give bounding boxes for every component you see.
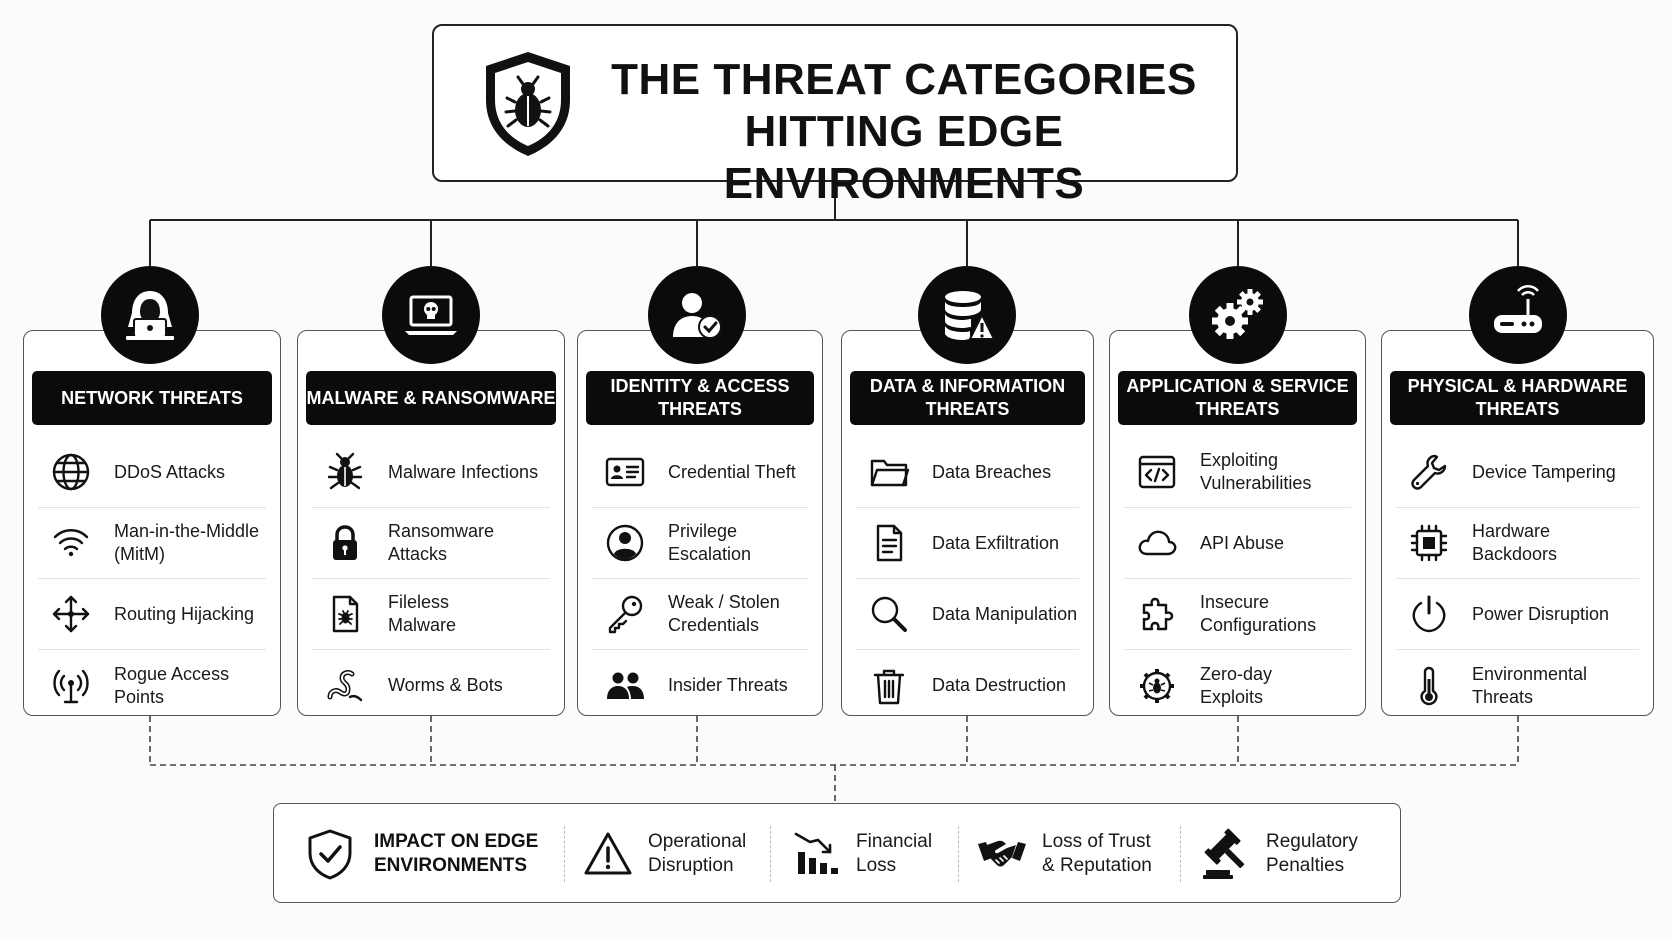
category-header-line: PHYSICAL & HARDWARE bbox=[1407, 376, 1628, 396]
threat-item bbox=[856, 650, 1079, 721]
threat-label-line: Routing Hijacking bbox=[114, 603, 255, 624]
title-line-2: HITTING EDGE ENVIRONMENTS bbox=[723, 107, 1085, 208]
threat-item bbox=[1396, 650, 1639, 721]
threat-item bbox=[312, 650, 550, 721]
gears-icon bbox=[1189, 266, 1287, 364]
warning-icon bbox=[582, 828, 634, 880]
threat-item bbox=[312, 579, 550, 650]
impact-label-line: Loss bbox=[856, 855, 897, 876]
impact-title-group bbox=[304, 804, 538, 904]
users-icon bbox=[604, 665, 646, 707]
threat-label bbox=[668, 591, 780, 637]
category-header bbox=[586, 371, 814, 425]
threat-item bbox=[38, 508, 266, 579]
threat-label-line: Insecure bbox=[1200, 592, 1270, 612]
threat-label-line: Insider Threats bbox=[668, 675, 788, 695]
gear-bug-icon bbox=[1136, 665, 1178, 707]
impact-separator bbox=[564, 826, 565, 882]
user-circle-icon bbox=[604, 522, 646, 564]
threat-item bbox=[312, 508, 550, 579]
impact-box bbox=[273, 803, 1401, 903]
category-header-line: THREATS bbox=[658, 399, 742, 419]
threat-label-line: (MitM) bbox=[114, 544, 165, 564]
threat-label-line: Exploits bbox=[1200, 686, 1264, 707]
threat-label bbox=[388, 674, 503, 697]
globe-icon bbox=[50, 451, 92, 493]
category-header-line: APPLICATION & SERVICE bbox=[1126, 376, 1349, 396]
threat-label bbox=[932, 603, 1077, 626]
threat-label bbox=[668, 520, 751, 566]
threat-label-line: Threats bbox=[1472, 686, 1534, 707]
impact-separator bbox=[1180, 826, 1181, 882]
threat-label-line: Data Destruction bbox=[932, 675, 1067, 695]
bug-icon bbox=[324, 451, 366, 493]
threat-label-line: Worms & Bots bbox=[388, 675, 503, 695]
code-window-icon bbox=[1136, 451, 1178, 493]
laptop-skull-icon bbox=[382, 266, 480, 364]
threat-label-line: Data Breaches bbox=[932, 461, 1052, 482]
category-header-line: IDENTITY & ACCESS bbox=[610, 376, 790, 396]
title-box bbox=[432, 24, 1238, 208]
category-header bbox=[1390, 371, 1645, 425]
threat-label bbox=[668, 461, 796, 484]
threat-label bbox=[1200, 449, 1311, 495]
impact-title-line: IMPACT ON EDGE bbox=[374, 831, 539, 852]
threat-item bbox=[592, 508, 808, 579]
thermometer-icon bbox=[1408, 665, 1450, 707]
category-card bbox=[297, 330, 565, 716]
category-header-line: THREATS bbox=[1475, 399, 1560, 419]
threat-item bbox=[1124, 508, 1351, 579]
threat-label bbox=[932, 674, 1066, 697]
category-header-line: MALWARE & RANSOMWARE bbox=[306, 387, 556, 408]
impact-label-line: Regulatory bbox=[1266, 831, 1358, 852]
impact-item bbox=[1200, 804, 1358, 904]
threat-item bbox=[1396, 508, 1639, 579]
impact-label-line: & Reputation bbox=[1042, 855, 1152, 876]
threat-label-line: Malware Infections bbox=[388, 461, 539, 482]
key-icon bbox=[604, 593, 646, 635]
trash-icon bbox=[868, 665, 910, 707]
category-header-line: NETWORK THREATS bbox=[61, 387, 243, 408]
impact-label bbox=[856, 830, 932, 878]
category-card bbox=[1109, 330, 1366, 716]
threat-label-line: Privilege bbox=[668, 521, 738, 541]
threat-label-line: Ransomware bbox=[388, 521, 495, 541]
threat-item bbox=[1396, 579, 1639, 650]
impact-label bbox=[1266, 830, 1358, 878]
threat-label-line: Attacks bbox=[388, 544, 448, 564]
threat-label-line: API Abuse bbox=[1200, 532, 1285, 553]
category-card bbox=[841, 330, 1094, 716]
database-warning-icon bbox=[918, 266, 1016, 364]
move-arrows-icon bbox=[50, 593, 92, 635]
cloud-icon bbox=[1136, 522, 1178, 564]
threat-label bbox=[1472, 520, 1557, 566]
impact-title-line: ENVIRONMENTS bbox=[374, 855, 528, 876]
threat-label-line: Malware bbox=[388, 615, 457, 635]
wifi-icon bbox=[50, 522, 92, 564]
puzzle-icon bbox=[1136, 593, 1178, 635]
gavel-icon bbox=[1200, 828, 1252, 880]
document-icon bbox=[868, 522, 910, 564]
threat-label-line: Data Manipulation bbox=[932, 603, 1078, 624]
threat-label bbox=[1200, 663, 1272, 709]
wrench-icon bbox=[1408, 451, 1450, 493]
category-header bbox=[32, 371, 272, 425]
category-card bbox=[1381, 330, 1654, 716]
category-header bbox=[850, 371, 1085, 425]
threat-label bbox=[668, 674, 788, 697]
router-icon bbox=[1469, 266, 1567, 364]
threat-label bbox=[932, 461, 1051, 484]
impact-item bbox=[582, 804, 746, 904]
threat-list bbox=[38, 437, 266, 721]
shield-bug-icon bbox=[480, 48, 576, 160]
impact-label-line: Financial bbox=[856, 831, 933, 852]
title-line-1: THE THREAT CATEGORIES bbox=[611, 55, 1197, 104]
category-header bbox=[306, 371, 556, 425]
impact-label bbox=[1042, 830, 1152, 878]
id-card-icon bbox=[604, 451, 646, 493]
worm-icon bbox=[324, 665, 366, 707]
threat-label bbox=[114, 603, 254, 626]
threat-label-line: Hardware bbox=[1472, 521, 1551, 541]
threat-label-line: Power Disruption bbox=[1472, 603, 1610, 624]
threat-list bbox=[856, 437, 1079, 721]
threat-label-line: Data Exfiltration bbox=[932, 532, 1060, 553]
impact-label-line: Operational bbox=[648, 831, 747, 852]
threat-label bbox=[1200, 591, 1316, 637]
threat-list bbox=[1124, 437, 1351, 721]
threat-label-line: Exploiting bbox=[1200, 450, 1279, 470]
threat-item bbox=[1124, 650, 1351, 721]
file-bug-icon bbox=[324, 593, 366, 635]
impact-title bbox=[374, 830, 538, 878]
threat-list bbox=[592, 437, 808, 721]
threat-item bbox=[1124, 579, 1351, 650]
threat-label bbox=[388, 461, 538, 484]
impact-label-line: Disruption bbox=[648, 855, 734, 876]
category-header-line: DATA & INFORMATION bbox=[869, 376, 1066, 396]
falling-chart-icon bbox=[790, 828, 842, 880]
threat-label-line: Zero-day bbox=[1200, 663, 1273, 684]
folder-icon bbox=[868, 451, 910, 493]
threat-item bbox=[856, 579, 1079, 650]
threat-label-line: Man-in-the-Middle bbox=[114, 521, 260, 541]
threat-item bbox=[856, 437, 1079, 508]
threat-item bbox=[856, 508, 1079, 579]
impact-separator bbox=[958, 826, 959, 882]
threat-item bbox=[38, 579, 266, 650]
page-title bbox=[594, 54, 1214, 210]
threat-label bbox=[1200, 532, 1284, 555]
threat-label-line: Credentials bbox=[668, 615, 760, 635]
threat-item bbox=[592, 579, 808, 650]
threat-label-line: Backdoors bbox=[1472, 544, 1558, 564]
threat-label-line: Environmental bbox=[1472, 663, 1588, 684]
category-header bbox=[1118, 371, 1357, 425]
threat-label bbox=[114, 663, 229, 709]
threat-label-line: Fileless bbox=[388, 592, 450, 612]
threat-label-line: Vulnerabilities bbox=[1200, 473, 1312, 493]
threat-label-line: Credential Theft bbox=[668, 461, 796, 482]
threat-label bbox=[114, 461, 225, 484]
threat-label-line: DDoS Attacks bbox=[114, 461, 226, 482]
category-header-line: THREATS bbox=[925, 399, 1010, 419]
threat-label-line: Escalation bbox=[668, 544, 752, 564]
threat-list bbox=[312, 437, 550, 721]
threat-item bbox=[38, 650, 266, 721]
category-card bbox=[577, 330, 823, 716]
threat-label bbox=[1472, 603, 1609, 626]
threat-label-line: Points bbox=[114, 686, 165, 707]
impact-label bbox=[648, 830, 746, 878]
threat-item bbox=[312, 437, 550, 508]
handshake-icon bbox=[976, 828, 1028, 880]
threat-item bbox=[38, 437, 266, 508]
power-icon bbox=[1408, 593, 1450, 635]
category-card bbox=[23, 330, 281, 716]
impact-item bbox=[976, 804, 1152, 904]
threat-label bbox=[1472, 461, 1616, 484]
threat-item bbox=[592, 437, 808, 508]
threat-label bbox=[388, 520, 494, 566]
threat-label bbox=[388, 591, 456, 637]
threat-label-line: Configurations bbox=[1200, 615, 1317, 635]
threat-label-line: Rogue Access bbox=[114, 663, 230, 684]
threat-label bbox=[1472, 663, 1587, 709]
threat-item bbox=[1124, 437, 1351, 508]
user-check-icon bbox=[648, 266, 746, 364]
lock-icon bbox=[324, 522, 366, 564]
threat-list bbox=[1396, 437, 1639, 721]
chip-icon bbox=[1408, 522, 1450, 564]
threat-label-line: Device Tampering bbox=[1472, 461, 1616, 482]
threat-label-line: Weak / Stolen bbox=[668, 592, 780, 612]
magnifier-icon bbox=[868, 593, 910, 635]
antenna-icon bbox=[50, 665, 92, 707]
shield-check-icon bbox=[304, 828, 356, 880]
threat-item bbox=[592, 650, 808, 721]
hooded-hacker-icon bbox=[101, 266, 199, 364]
impact-item bbox=[790, 804, 932, 904]
impact-label-line: Loss of Trust bbox=[1042, 831, 1151, 852]
threat-label bbox=[932, 532, 1059, 555]
impact-separator bbox=[770, 826, 771, 882]
threat-label bbox=[114, 520, 259, 566]
impact-label-line: Penalties bbox=[1266, 855, 1345, 876]
category-header-line: THREATS bbox=[1195, 399, 1280, 419]
threat-item bbox=[1396, 437, 1639, 508]
